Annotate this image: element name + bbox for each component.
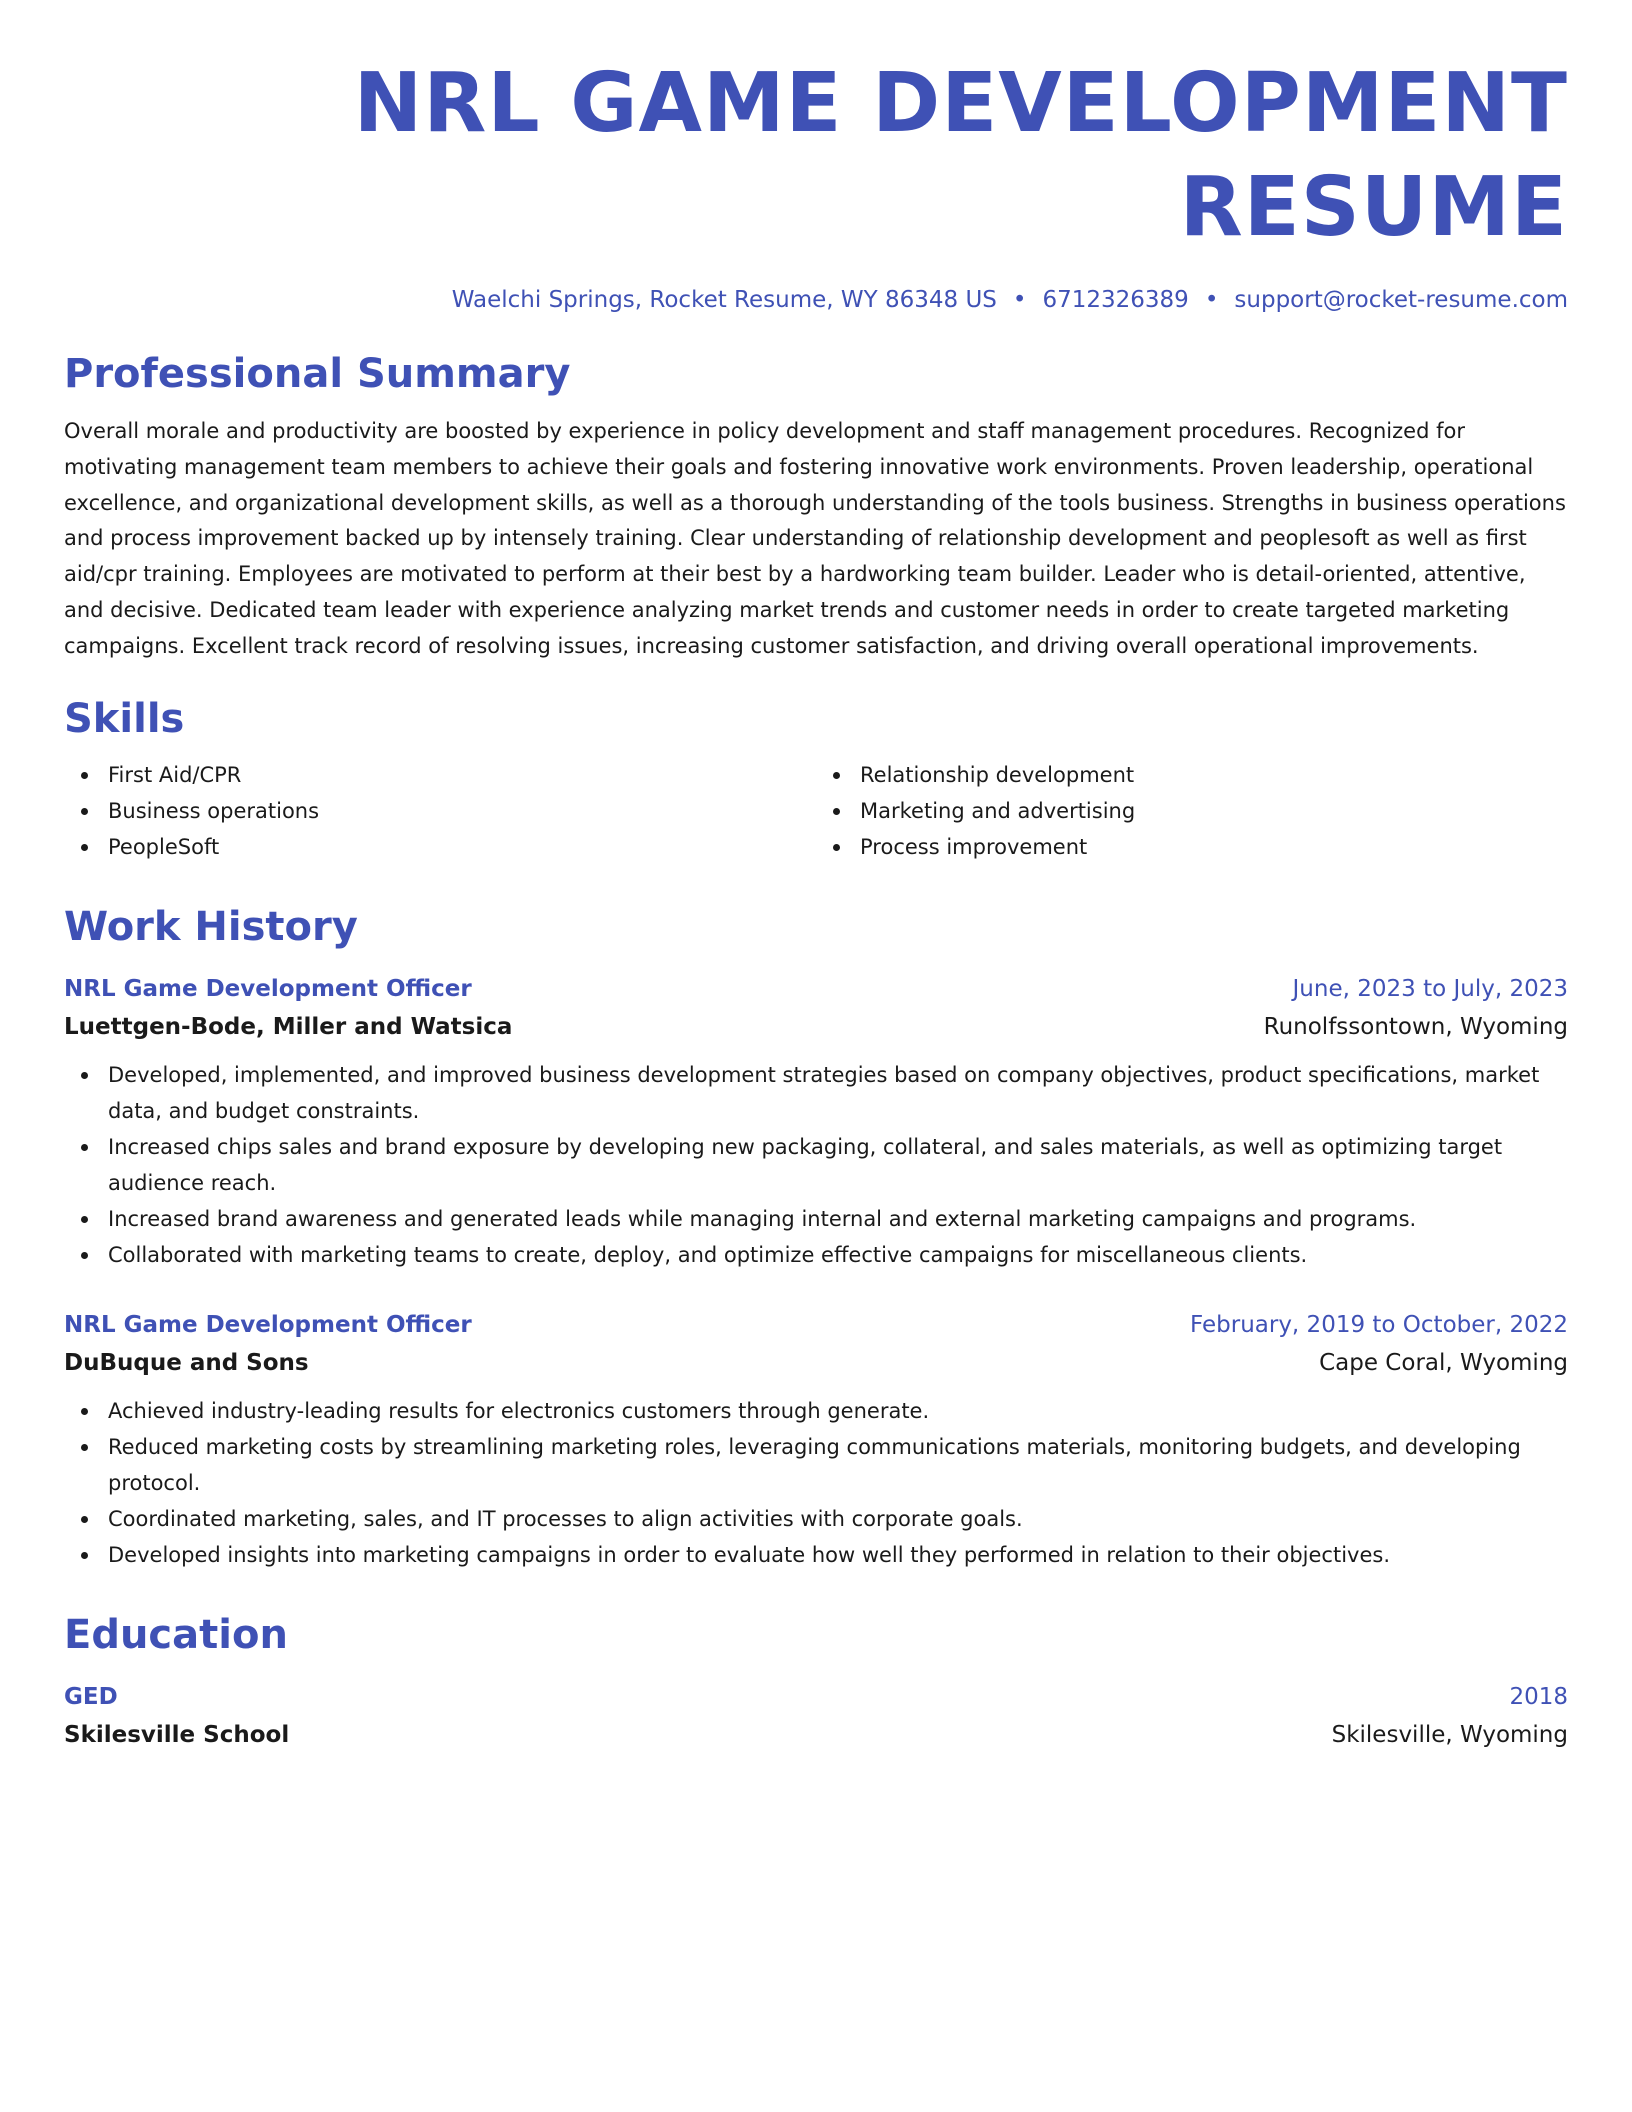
skill-item: First Aid/CPR bbox=[64, 757, 816, 793]
job-entry bbox=[64, 1307, 1568, 1573]
contact-line bbox=[64, 284, 1568, 316]
job-company: Luettgen-Bode, Miller and Watsica bbox=[64, 1013, 513, 1040]
job-dates: June, 2023 to July, 2023 bbox=[1292, 975, 1568, 1002]
contact-separator: • bbox=[1204, 287, 1219, 313]
skills-list bbox=[64, 757, 1568, 865]
skill-item: Business operations bbox=[64, 793, 816, 829]
skill-item: Process improvement bbox=[816, 829, 1568, 865]
education-location: Skilesville, Wyoming bbox=[1331, 1721, 1568, 1748]
contact-address: Waelchi Springs, Rocket Resume, WY 86348 US bbox=[451, 287, 997, 313]
job-dates: February, 2019 to October, 2022 bbox=[1190, 1311, 1568, 1338]
job-location: Cape Coral, Wyoming bbox=[1319, 1349, 1568, 1376]
job-company-row bbox=[64, 1343, 1568, 1383]
education-header-row bbox=[64, 1679, 1568, 1715]
education-heading: Education bbox=[64, 1611, 288, 1658]
contact-phone: 6712326389 bbox=[1042, 287, 1189, 313]
job-header-row bbox=[64, 971, 1568, 1007]
skill-item: PeopleSoft bbox=[64, 829, 816, 865]
summary-text: Overall morale and productivity are boosted by experience in policy development and staff management procedures. Recognized for motivating management team members to achieve their goals and fostering innovative work environments. Proven leadership, operational excellence, and organizational development skills, as well as a thorough understanding of the tools business. Strengths in business operations and process improvement backed up by intensely training. Clear understanding of relationship development and peoplesoft as well as first aid/cpr training. Employees are motivated to perform at their best by a hardworking team builder. Leader who is detail-oriented, attentive, and decisive. Dedicated team leader with experience analyzing market trends and customer needs in order to create targeted marketing campaigns. Excellent track record of resolving issues, increasing customer satisfaction, and driving overall operational improvements. bbox=[64, 419, 1566, 658]
education-year: 2018 bbox=[1509, 1683, 1568, 1710]
job-company-row bbox=[64, 1007, 1568, 1047]
education-school: Skilesville School bbox=[64, 1721, 290, 1748]
skills-column-left bbox=[64, 757, 816, 865]
education-degree: GED bbox=[64, 1683, 118, 1710]
job-bullet: Reduced marketing costs by streamlining marketing roles, leveraging communications materials, monitoring budgets, and developing protocol. bbox=[64, 1429, 1568, 1501]
job-bullet: Collaborated with marketing teams to create, deploy, and optimize effective campaigns for miscellaneous clients. bbox=[64, 1237, 1568, 1273]
work-history-heading: Work History bbox=[64, 903, 358, 950]
summary-heading: Professional Summary bbox=[64, 351, 571, 397]
contact-separator: • bbox=[1012, 287, 1027, 313]
skills-heading: Skills bbox=[64, 695, 185, 742]
skill-item: Relationship development bbox=[816, 757, 1568, 793]
job-bullet: Coordinated marketing, sales, and IT processes to align activities with corporate goals. bbox=[64, 1501, 1568, 1537]
skills-column-right bbox=[816, 757, 1568, 865]
job-bullet: Achieved industry-leading results for electronics customers through generate. bbox=[64, 1393, 1568, 1429]
education-entry bbox=[64, 1679, 1568, 1755]
education-school-row bbox=[64, 1715, 1568, 1755]
job-company: DuBuque and Sons bbox=[64, 1349, 309, 1376]
job-location: Runolfssontown, Wyoming bbox=[1263, 1013, 1568, 1040]
job-responsibilities bbox=[64, 1393, 1568, 1573]
skill-item: Marketing and advertising bbox=[816, 793, 1568, 829]
contact-email: support@rocket-resume.com bbox=[1234, 287, 1568, 313]
job-bullet: Increased chips sales and brand exposure by developing new packaging, collateral, and sales materials, as well as optimizing target audience reach. bbox=[64, 1129, 1568, 1201]
job-bullet: Developed insights into marketing campaigns in order to evaluate how well they performed in relation to their objectives. bbox=[64, 1537, 1568, 1573]
job-title: NRL Game Development Officer bbox=[64, 975, 472, 1002]
job-bullet: Increased brand awareness and generated leads while managing internal and external marketing campaigns and programs. bbox=[64, 1201, 1568, 1237]
resume-title: NRL GAME DEVELOPMENT RESUME bbox=[353, 56, 1568, 255]
job-header-row bbox=[64, 1307, 1568, 1343]
job-bullet: Developed, implemented, and improved business development strategies based on company objectives, product specifications, market data, and budget constraints. bbox=[64, 1057, 1568, 1129]
job-entry bbox=[64, 971, 1568, 1273]
job-title: NRL Game Development Officer bbox=[64, 1311, 472, 1338]
job-responsibilities bbox=[64, 1057, 1568, 1273]
